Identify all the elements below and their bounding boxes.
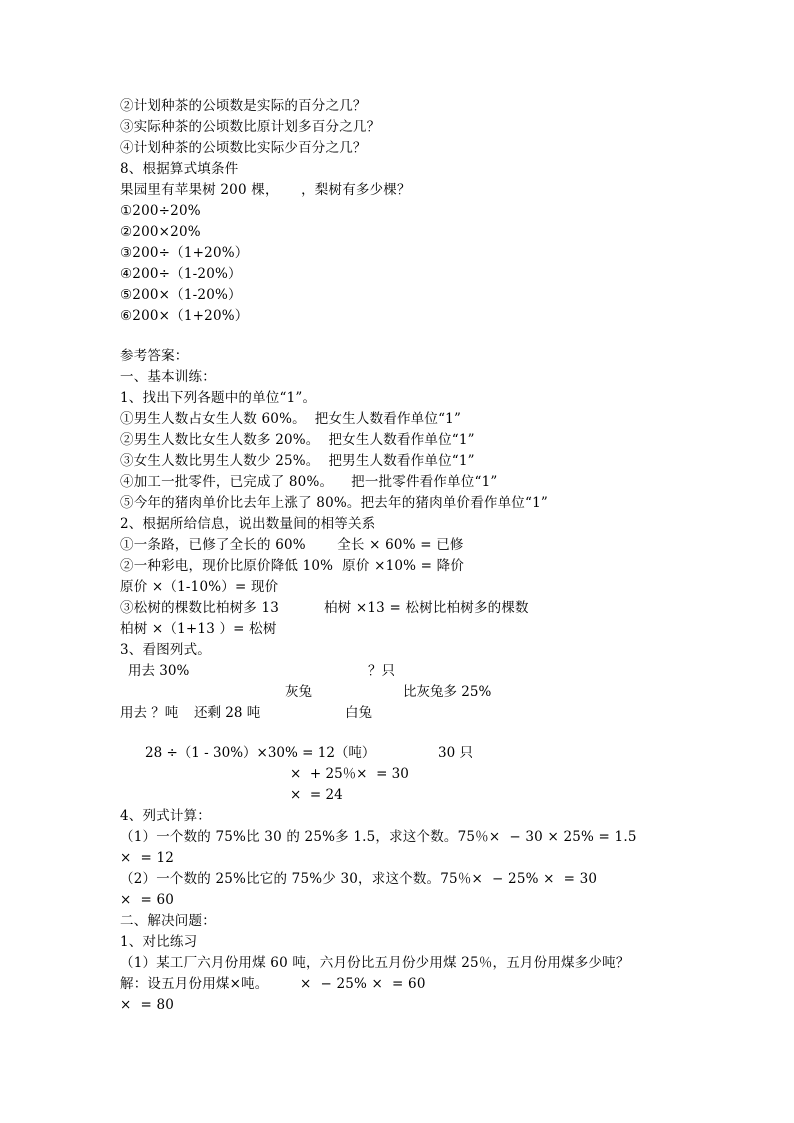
figure-value-30zhi: 30 只 [438,745,473,761]
text-line: ③女生人数比男生人数少 25%。 把男生人数看作单位“1” [120,453,475,469]
formula-line: ①200÷20% [120,203,201,219]
text-line: ①男生人数占女生人数 60%。 把女生人数看作单位“1” [120,411,462,427]
figure-label-gray-rabbit: 灰兔 [285,684,312,700]
section-heading: 一、基本训练： [120,369,216,385]
formula-line: × = 12 [120,850,175,866]
formula-line: ④200÷（1-20%） [120,266,242,282]
text-line: ③松树的棵数比柏树多 13 柏树 ×13 = 松树比柏树多的棵数 [120,600,529,616]
figure-label-more-than-gray: 比灰兔多 25% [403,684,492,700]
figure-label-used-q-ton: 用去 ？吨 [120,705,179,721]
text-line: ④加工一批零件，已完成了 80%。 把一批零件看作单位“1” [120,474,498,490]
figure-equation-2: × + 25％× = 30 [290,766,409,782]
text-line: 1、找出下列各题中的单位“1”。 [120,390,317,406]
answer-heading: 参考答案： [120,348,189,364]
figure-label-white-rabbit: 白兔 [345,705,372,721]
figure-equation-1: 28 ÷（1 - 30%）×30% = 12（吨） [145,745,376,761]
formula-line: × = 80 [120,997,175,1013]
text-line: （2）一个数的 25%比它的 75%少 30，求这个数。75％× − 25% × = 30 [120,871,598,887]
text-line: 柏树 ×（1+13 ）= 松树 [120,621,277,637]
figure-label-remain-28: 还剩 28 吨 [194,705,261,721]
text-line: 解：设五月份用煤×吨。 × − 25% × = 60 [120,976,426,992]
text-line: ②计划种茶的公顷数是实际的百分之几？ [120,98,367,114]
section-heading: 4、列式计算： [120,808,211,824]
figure-label-q-zhi: ？只 [368,663,395,679]
text-line: 1、对比练习 [120,934,198,950]
formula-line: × = 60 [120,892,175,908]
formula-line: ⑤200×（1-20%） [120,287,242,303]
section-heading: 二、解决问题： [120,913,216,929]
text-line: 果园里有苹果树 200 棵， ，梨树有多少棵？ [120,182,411,198]
text-line: ④计划种茶的公顷数比实际少百分之几？ [120,140,367,156]
formula-line: ③200÷（1+20%） [120,245,249,261]
text-line: ①一条路，已修了全长的 60% 全长 × 60% = 已修 [120,537,464,553]
text-line: 2、根据所给信息，说出数量间的相等关系 [120,516,376,532]
text-line: ②一种彩电，现价比原价降低 10% 原价 ×10% = 降价 [120,558,465,574]
text-line: （1）某工厂六月份用煤 60 吨，六月份比五月份少用煤 25％，五月份用煤多少吨？ [120,955,630,971]
text-line: ⑤今年的猪肉单价比去年上涨了 80%。把去年的猪肉单价看作单位“1” [120,495,548,511]
text-line: （1）一个数的 75%比 30 的 25%多 1.5，求这个数。75％× − 30 × 25% = 1.5 [120,829,637,845]
text-line: 3、看图列式。 [120,642,211,658]
figure-equation-3: × = 24 [290,787,343,803]
text-line: ②男生人数比女生人数多 20%。 把女生人数看作单位“1” [120,432,475,448]
section-heading: 8、根据算式填条件 [120,161,239,177]
text-line: ③实际种茶的公顷数比原计划多百分之几？ [120,119,381,135]
formula-line: ⑥200×（1+20%） [120,308,249,324]
text-line: 原价 ×（1-10%）= 现价 [120,579,279,595]
figure-label-used-30: 用去 30% [128,663,190,679]
formula-line: ②200×20% [120,224,201,240]
